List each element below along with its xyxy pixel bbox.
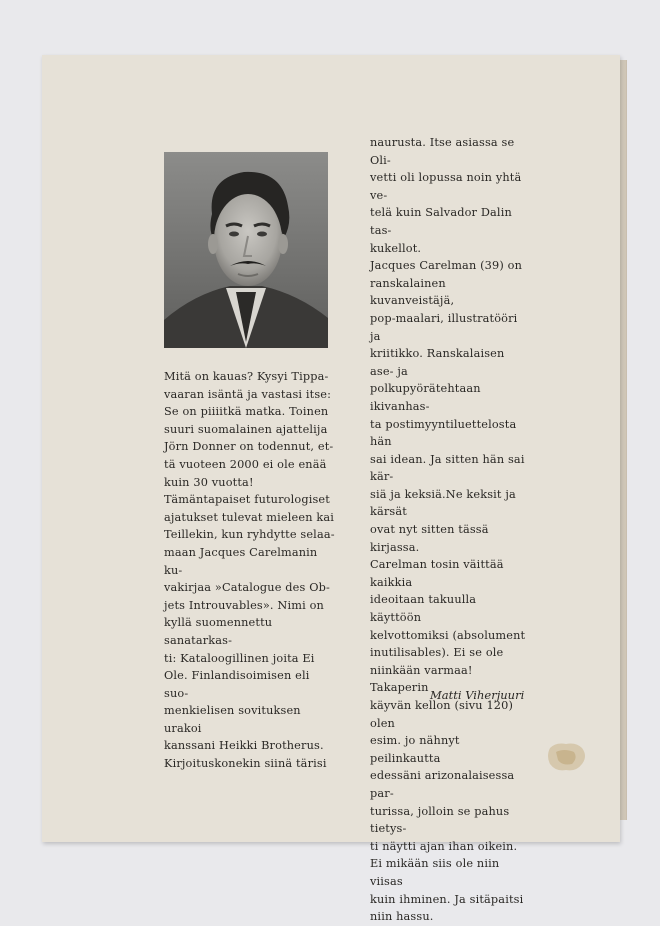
text-line: jets Introuvables». Nimi on xyxy=(164,598,324,612)
text-line: kyllä suomennettu sanatarkas- xyxy=(164,616,273,647)
text-line: ti: Kataloogillinen joita Ei xyxy=(164,651,315,665)
text-line: Tämäntapaiset futurologiset xyxy=(164,493,330,507)
text-line: ti näytti ajan ihan oikein. xyxy=(370,839,518,853)
text-line: telä kuin Salvador Dalin tas- xyxy=(370,206,512,237)
text-line: niin hassu. xyxy=(370,910,434,924)
author-portrait-photo xyxy=(164,152,328,348)
text-line: kuin ihminen. Ja sitäpaitsi xyxy=(370,892,524,906)
text-line: Jacques Carelman (39) on xyxy=(370,259,523,273)
text-line: edessäni arizonalaisessa par- xyxy=(370,769,515,800)
text-line: Ei mikään siis ole niin viisas xyxy=(370,857,500,888)
text-line: käyvän kellon (sivu 120) olen xyxy=(370,699,514,730)
text-line: ajatukset tulevat mieleen kai xyxy=(164,510,335,524)
text-line: Mitä on kauas? Kysyi Tippa- xyxy=(164,370,329,383)
text-line: niinkään varmaa! Takaperin xyxy=(370,663,473,695)
text-line: vetti oli lopussa noin yhtä ve- xyxy=(370,171,522,202)
text-line: Carelman tosin väittää kaikkia xyxy=(370,558,504,589)
text-line: suuri suomalainen ajattelija xyxy=(164,422,328,436)
stain-mark xyxy=(546,740,588,774)
text-line: Teillekin, kun ryhdytte selaa- xyxy=(164,528,335,542)
text-line: ta postimyyntiluettelosta hän xyxy=(370,417,517,449)
text-line: kuin 30 vuotta! xyxy=(164,475,254,489)
text-line: vaaran isäntä ja vastasi itse: xyxy=(164,387,332,401)
author-signature: Matti Viherjuuri xyxy=(430,688,525,702)
text-line: pop-maalari, illustratööri ja xyxy=(370,311,518,343)
text-line: naurusta. Itse asiassa se Oli- xyxy=(370,136,515,167)
text-line: kelvottomiksi (absolument xyxy=(370,628,526,642)
text-line: ovat nyt sitten tässä kirjassa. xyxy=(370,523,489,554)
text-line: Kirjoituskonekin siinä tärisi xyxy=(164,757,327,771)
text-line: inutilisables). Ei se ole xyxy=(370,646,504,660)
text-line: polkupyörätehtaan ikivanhas- xyxy=(370,382,481,413)
text-line: tä vuoteen 2000 ei ole enää xyxy=(164,457,327,471)
text-line: sai idean. Ja sitten hän sai kär- xyxy=(370,452,525,484)
text-line: vakirjaa »Catalogue des Ob- xyxy=(164,581,330,595)
text-line: Jörn Donner on todennut, et- xyxy=(164,440,334,454)
text-line: kriitikko. Ranskalaisen ase- ja xyxy=(370,347,505,378)
text-line: Se on piiiitkä matka. Toinen xyxy=(164,405,329,419)
text-line: siä ja keksiä.Ne keksit ja kärsät xyxy=(370,487,516,519)
text-line: ranskalainen kuvanveistäjä, xyxy=(370,276,455,308)
text-line: menkielisen sovituksen urakoi xyxy=(164,704,301,735)
text-line: kanssani Heikki Brotherus. xyxy=(164,739,324,753)
text-line: turissa, jolloin se pahus tietys- xyxy=(370,804,510,836)
right-text-column xyxy=(370,134,530,926)
text-line: esim. jo nähnyt peilinkautta xyxy=(370,734,460,765)
text-line: kukellot. xyxy=(370,241,422,255)
text-line: maan Jacques Carelmanin ku- xyxy=(164,545,318,577)
left-text-column xyxy=(164,368,336,773)
text-line: ideoitaan takuulla käyttöön xyxy=(370,593,477,625)
text-line: Ole. Finlandisoimisen eli suo- xyxy=(164,669,310,700)
